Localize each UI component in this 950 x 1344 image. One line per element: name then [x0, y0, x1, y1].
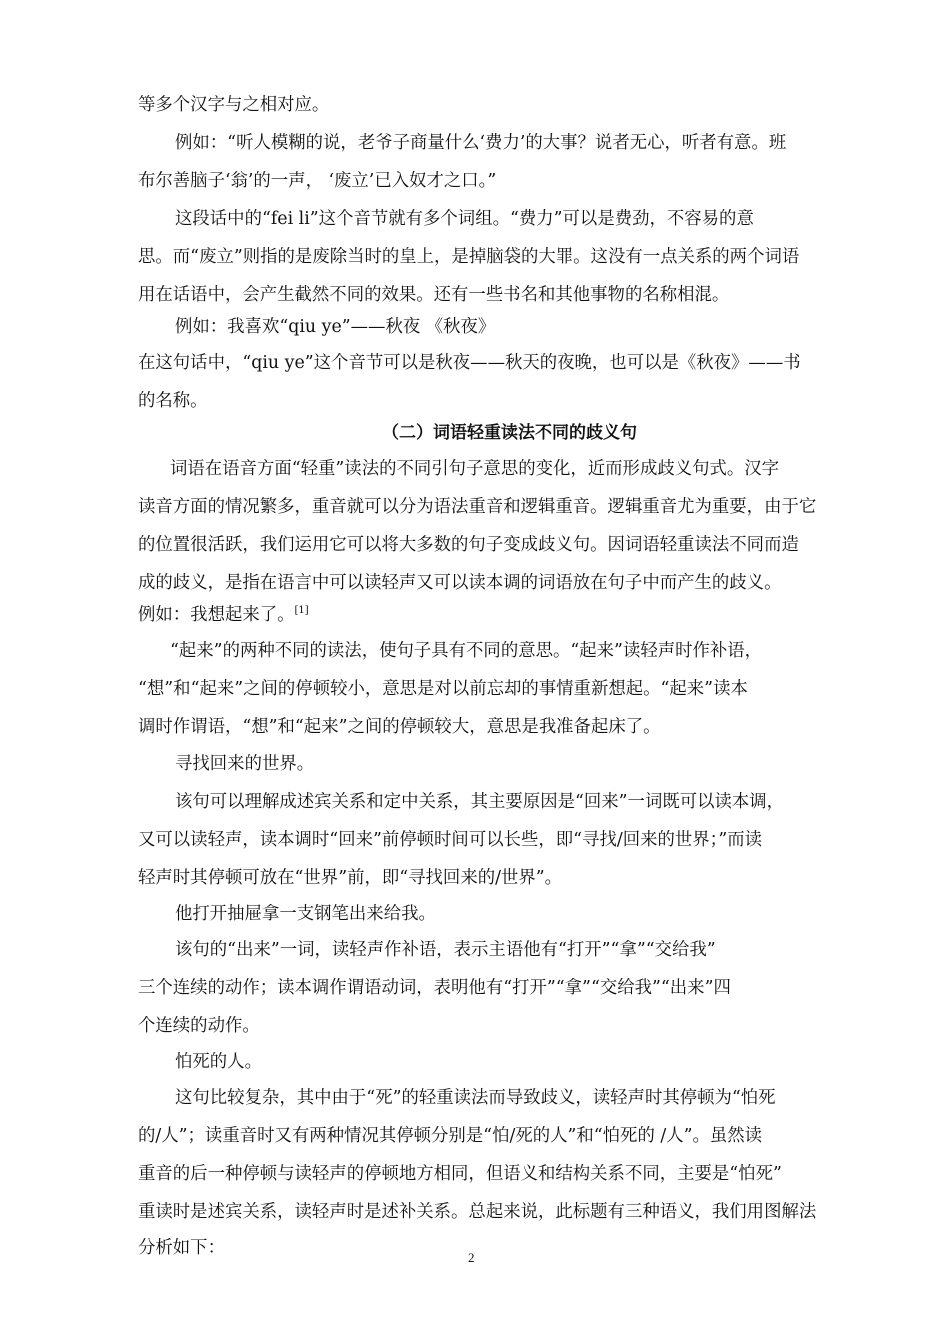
- text-line: 思。而“废立”则指的是废除当时的皇上，是掉脑袋的大罪。这没有一点关系的两个词语: [138, 247, 800, 267]
- text-line: 又可以读轻声，读本调时“回来”前停顿时间可以长些，即“寻找/回来的世界；”而读: [138, 830, 763, 850]
- text-line: 的/人”；读重音时又有两种情况其停顿分别是“怕/死的人”和“怕死的 /人”。虽然读: [138, 1126, 763, 1146]
- text-line: 该句可以理解成述宾关系和定中关系，其主要原因是“回来”一词既可以读本调，: [175, 792, 785, 812]
- example-line: [138, 603, 309, 627]
- text-line: 怕死的人。: [175, 1052, 262, 1072]
- text-line: 轻声时其停顿可放在“世界”前，即“寻找回来的/世界”。: [138, 868, 563, 888]
- section-heading: （二）词语轻重读法不同的歧义句: [382, 423, 637, 443]
- text-line: 成的歧义，是指在语言中可以读轻声又可以读本调的词语放在句子中而产生的歧义。: [138, 573, 782, 593]
- text-line: 读音方面的情况繁多，重音就可以分为语法重音和逻辑重音。逻辑重音尤为重要，由于它: [138, 497, 817, 517]
- text-line: 这段话中的“fei li”这个音节就有多个词组。“费力”可以是费劲，不容易的意: [175, 209, 754, 229]
- text-line: 用在话语中，会产生截然不同的效果。还有一些书名和其他事物的名称相混。: [138, 285, 730, 305]
- text-line: “想”和“起来”之间的停顿较小，意思是对以前忘却的事情重新想起。“起来”读本: [138, 679, 748, 699]
- text-line: 重读时是述宾关系，读轻声时是述补关系。总起来说，此标题有三种语义，我们用图解法: [138, 1202, 817, 1222]
- text-line: 分析如下：: [138, 1238, 225, 1258]
- text-line: 例如：“听人模糊的说，老爷子商量什么‘费力’的大事？说者无心，听者有意。班: [175, 133, 787, 153]
- text-line: 词语在语音方面“轻重”读法的不同引句子意思的变化，近而形成歧义句式。汉字: [170, 459, 780, 479]
- text-line: 等多个汉字与之相对应。: [138, 95, 330, 115]
- text-line: “起来”的两种不同的读法，使句子具有不同的意思。“起来”读轻声时作补语，: [170, 641, 763, 661]
- text-line: 三个连续的动作；读本调作谓语动词，表明他有“打开”“拿”“交给我”“出来”四: [138, 978, 731, 998]
- text-line: 在这句话中，“qiu ye”这个音节可以是秋夜——秋天的夜晚，也可以是《秋夜》——书: [138, 353, 801, 373]
- text-line: 调时作谓语，“想”和“起来”之间的停顿较大，意思是我准备起床了。: [138, 717, 661, 737]
- text-line: 布尔善脑子‘翁’的一声， ‘废立’已入奴才之口。”: [138, 171, 497, 191]
- citation-mark: [1]: [294, 605, 309, 617]
- text-line: 寻找回来的世界。: [175, 754, 315, 774]
- text-line: 个连续的动作。: [138, 1016, 260, 1036]
- text-line: 该句的“出来”一词，读轻声作补语，表示主语他有“打开”“拿”“交给我”: [175, 940, 716, 960]
- example-text: 例如：我想起来了。: [138, 605, 295, 625]
- text-line: 这句比较复杂，其中由于“死”的轻重读法而导致歧义，读轻声时其停顿为“怕死: [175, 1088, 776, 1108]
- page-number: 2: [468, 1250, 475, 1265]
- text-line: 重音的后一种停顿与读轻声的停顿地方相同，但语义和结构关系不同，主要是“怕死”: [138, 1164, 782, 1184]
- text-line: 的位置很活跃，我们运用它可以将大多数的句子变成歧义句。因词语轻重读法不同而造: [138, 535, 799, 555]
- text-line: 例如：我喜欢“qiu ye”——秋夜 《秋夜》: [175, 317, 496, 337]
- text-line: 他打开抽屉拿一支钢笔出来给我。: [175, 904, 436, 924]
- text-line: 的名称。: [138, 391, 208, 411]
